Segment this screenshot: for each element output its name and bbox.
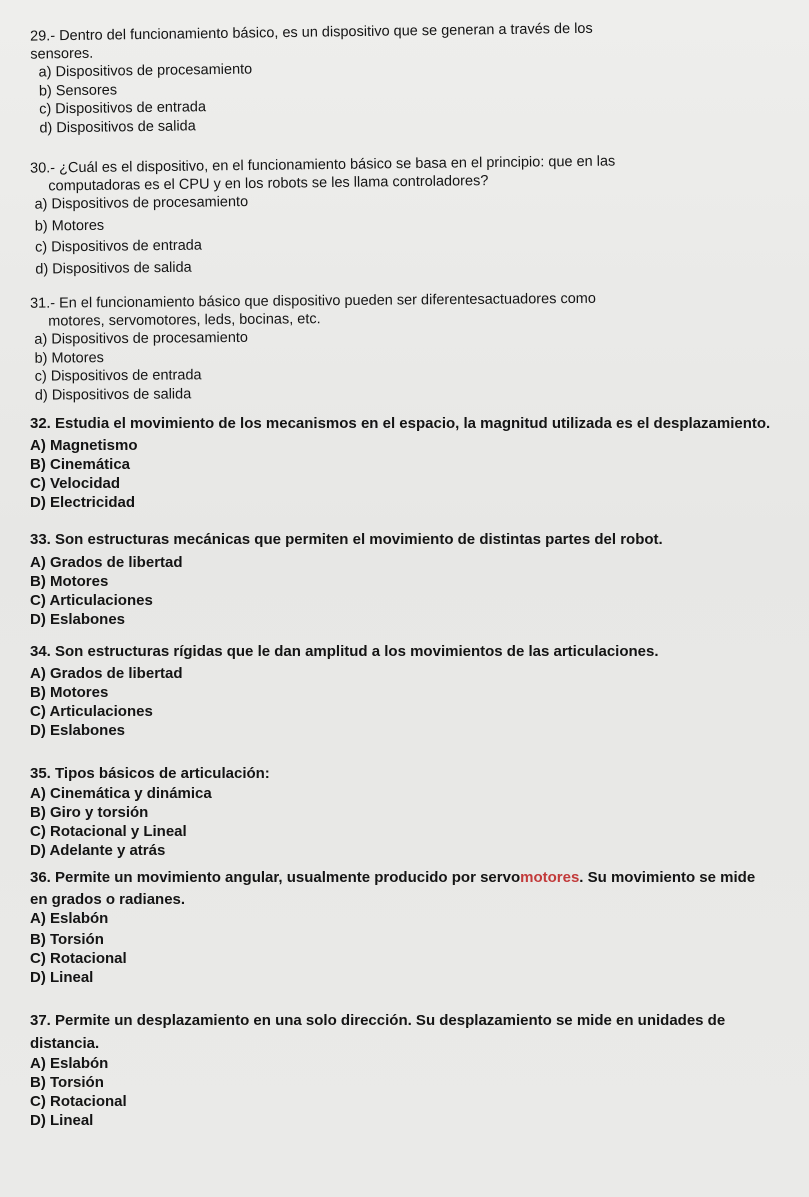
answer-option: b) Motores — [34, 217, 105, 235]
answer-option: B) Cinemática — [30, 456, 131, 473]
answer-option: D) Eslabones — [30, 611, 126, 628]
question-stem-continuation: motores, servomotores, leds, bocinas, etc. — [48, 311, 321, 330]
question-32 — [0, 414, 809, 512]
answer-option: a) Dispositivos de procesamiento — [34, 193, 249, 213]
question-stem-text: . Su movimiento se mide — [579, 869, 756, 886]
answer-option: c) Dispositivos de entrada — [39, 99, 207, 118]
question-30 — [0, 150, 809, 279]
answer-option: A) Grados de libertad — [30, 665, 183, 682]
question-37 — [0, 1011, 809, 1130]
answer-option: B) Giro y torsión — [30, 804, 149, 821]
question-stem-continuation: sensores. — [30, 45, 94, 63]
answer-option: B) Motores — [30, 573, 109, 590]
answer-option: B) Motores — [30, 684, 109, 701]
answer-option: C) Articulaciones — [30, 592, 153, 609]
answer-option: d) Dispositivos de salida — [35, 259, 192, 278]
answer-option: D) Adelante y atrás — [30, 842, 166, 859]
question-stem-text: 36. Permite un movimiento angular, usualmente producido por servo — [30, 869, 521, 886]
answer-option: b) Motores — [34, 349, 104, 367]
answer-option: B) Torsión — [30, 1074, 104, 1091]
question-stem-continuation: distancia. — [30, 1035, 100, 1052]
question-stem: 37. Permite un desplazamiento en una solo dirección. Su desplazamiento se mide en unidades de — [30, 1012, 726, 1029]
answer-option: A) Cinemática y dinámica — [30, 785, 212, 802]
question-stem: 30.- ¿Cuál es el dispositivo, en el funcionamiento básico se basa en el principio: que en las — [30, 153, 616, 177]
question-stem: 33. Son estructuras mecánicas que permiten el movimiento de distintas partes del robot. — [30, 531, 663, 548]
question-stem-continuation: en grados o radianes. — [30, 891, 186, 908]
question-stem: 31.- En el funcionamiento básico que dispositivo pueden ser diferentesactuadores como — [30, 290, 596, 312]
answer-option: c) Dispositivos de entrada — [34, 367, 202, 385]
answer-option: A) Eslabón — [30, 1055, 109, 1072]
question-stem — [0, 868, 809, 887]
question-34 — [0, 642, 809, 740]
answer-option: c) Dispositivos de entrada — [34, 237, 202, 256]
question-stem-continuation: computadoras es el CPU y en los robots se les llama controladores? — [48, 173, 489, 195]
question-stem: 34. Son estructuras rígidas que le dan amplitud a los movimientos de las articulaciones. — [30, 643, 659, 660]
answer-option: B) Torsión — [30, 931, 104, 948]
answer-option: a) Dispositivos de procesamiento — [38, 61, 253, 81]
answer-option: d) Dispositivos de salida — [39, 117, 196, 136]
answer-option: C) Rotacional — [30, 950, 127, 967]
answer-option: D) Eslabones — [30, 722, 126, 739]
answer-option: C) Articulaciones — [30, 703, 153, 720]
answer-option: D) Lineal — [30, 969, 94, 986]
question-stem: 35. Tipos básicos de articulación: — [30, 765, 270, 782]
question-stem: 29.- Dentro del funcionamiento básico, es un dispositivo que se generan a través de los — [30, 20, 593, 45]
answer-option: C) Rotacional — [30, 1093, 127, 1110]
answer-option: A) Eslabón — [30, 910, 109, 927]
question-33 — [0, 530, 809, 629]
answer-option: D) Lineal — [30, 1112, 94, 1129]
answer-option: A) Magnetismo — [30, 437, 138, 454]
answer-option: d) Dispositivos de salida — [34, 385, 192, 404]
answer-option: D) Electricidad — [30, 494, 136, 511]
answer-option: C) Rotacional y Lineal — [30, 823, 187, 840]
question-36 — [0, 868, 809, 987]
answer-option: b) Sensores — [38, 81, 118, 99]
question-29 — [0, 17, 809, 138]
question-35 — [0, 764, 809, 860]
answer-option: a) Dispositivos de procesamiento — [34, 329, 249, 348]
question-stem: 32. Estudia el movimiento de los mecanismos en el espacio, la magnitud utilizada es el desplazamiento. — [30, 415, 771, 432]
answer-option: C) Velocidad — [30, 475, 121, 492]
answer-option: A) Grados de libertad — [30, 554, 183, 571]
question-31 — [0, 288, 809, 405]
highlighted-word: motores — [520, 869, 580, 886]
